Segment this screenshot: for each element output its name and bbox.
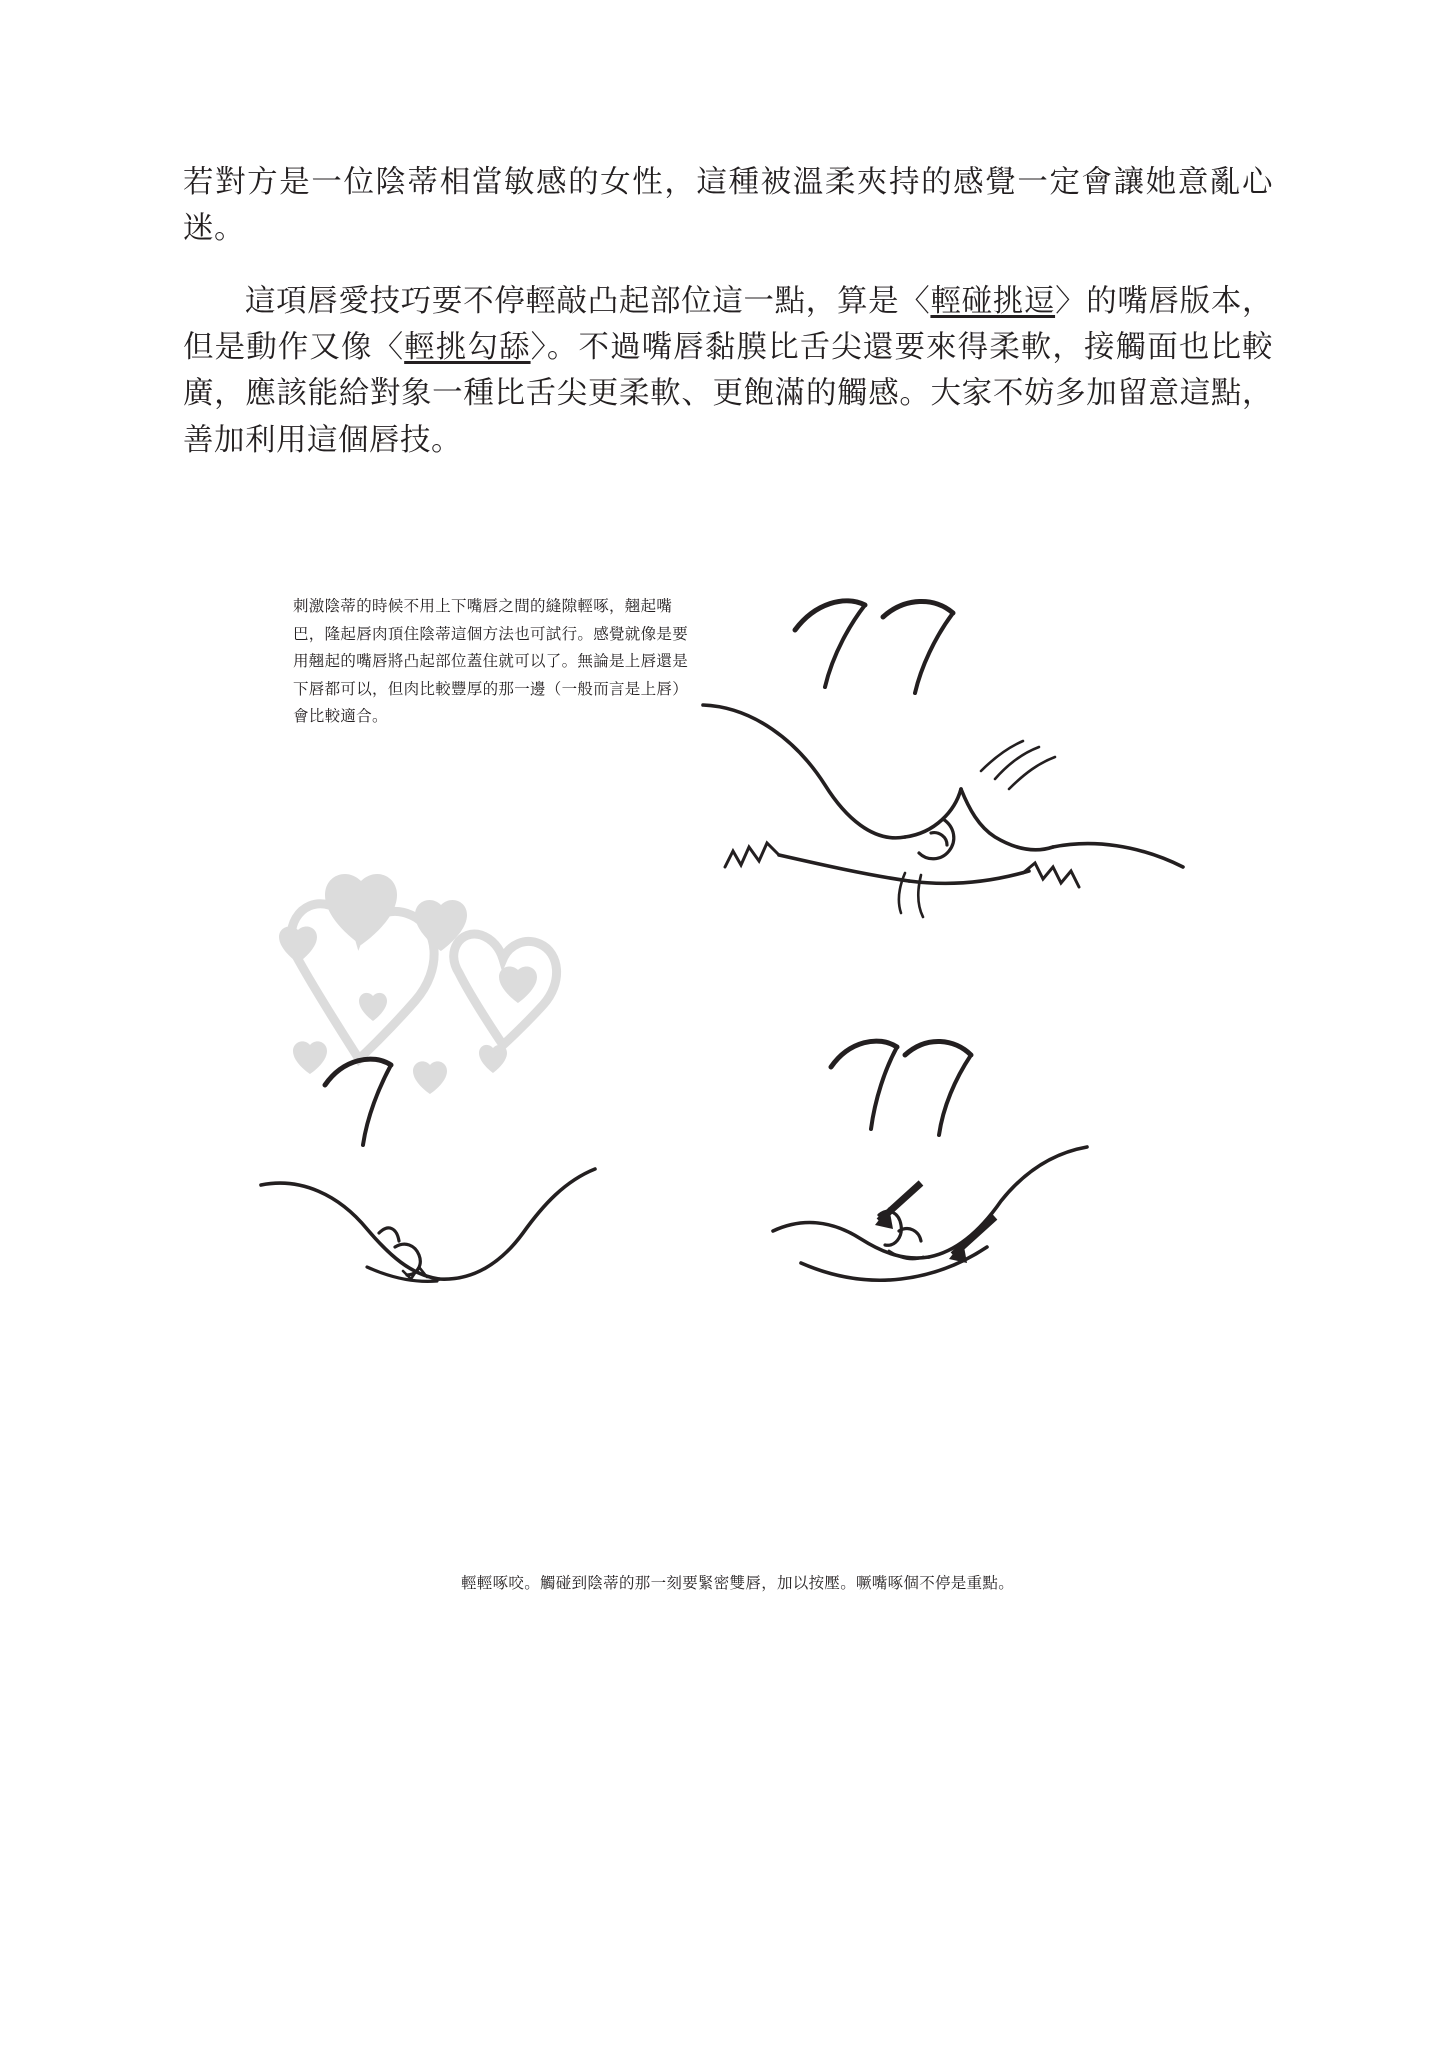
figure-caption-top: 刺激陰蒂的時候不用上下嘴唇之間的縫隙輕啄，翹起嘴巴，隆起唇肉頂住陰蒂這個方法也可試行。感覺就像是要用翹起的嘴唇將凸起部位蓋住就可以了。無論是上唇還是下唇都可以，但肉比較豐厚的那一邊（一般而言是上唇）會比較適合。 [293, 597, 689, 726]
term-light-touch-tease: 輕碰挑逗 [930, 283, 1056, 319]
paragraph-1: 若對方是一位陰蒂相當敏感的女性，這種被溫柔夾持的感覺一定會讓她意亂心迷。 [183, 165, 1273, 247]
term-light-flick-lick: 輕挑勾舔 [404, 330, 531, 366]
paragraph-2: 這項唇愛技巧要不停輕敲凸起部位這一點，算是〈輕碰挑逗〉的嘴唇版本，但是動作又像〈輕挑勾舔〉。不過嘴唇黏膜比舌尖還要來得柔軟，接觸面也比較廣，應該能給對象一種比舌尖更柔軟、更飽滿的觸感。大家不妨多加留意這點，善加利用這個唇技。 [183, 283, 1274, 458]
figure-caption-bottom: 輕輕啄咬。觸碰到陰蒂的那一刻要緊密雙唇，加以按壓。噘嘴啄個不停是重點。 [461, 1574, 1015, 1592]
body-text [183, 160, 1273, 490]
lips-pressing-clitoris-illustration [583, 575, 1203, 1015]
lips-pressing-with-arrows-illustration [653, 1025, 1173, 1365]
figure-group [183, 575, 1273, 1675]
lips-nibbling-illustration [243, 1035, 693, 1365]
